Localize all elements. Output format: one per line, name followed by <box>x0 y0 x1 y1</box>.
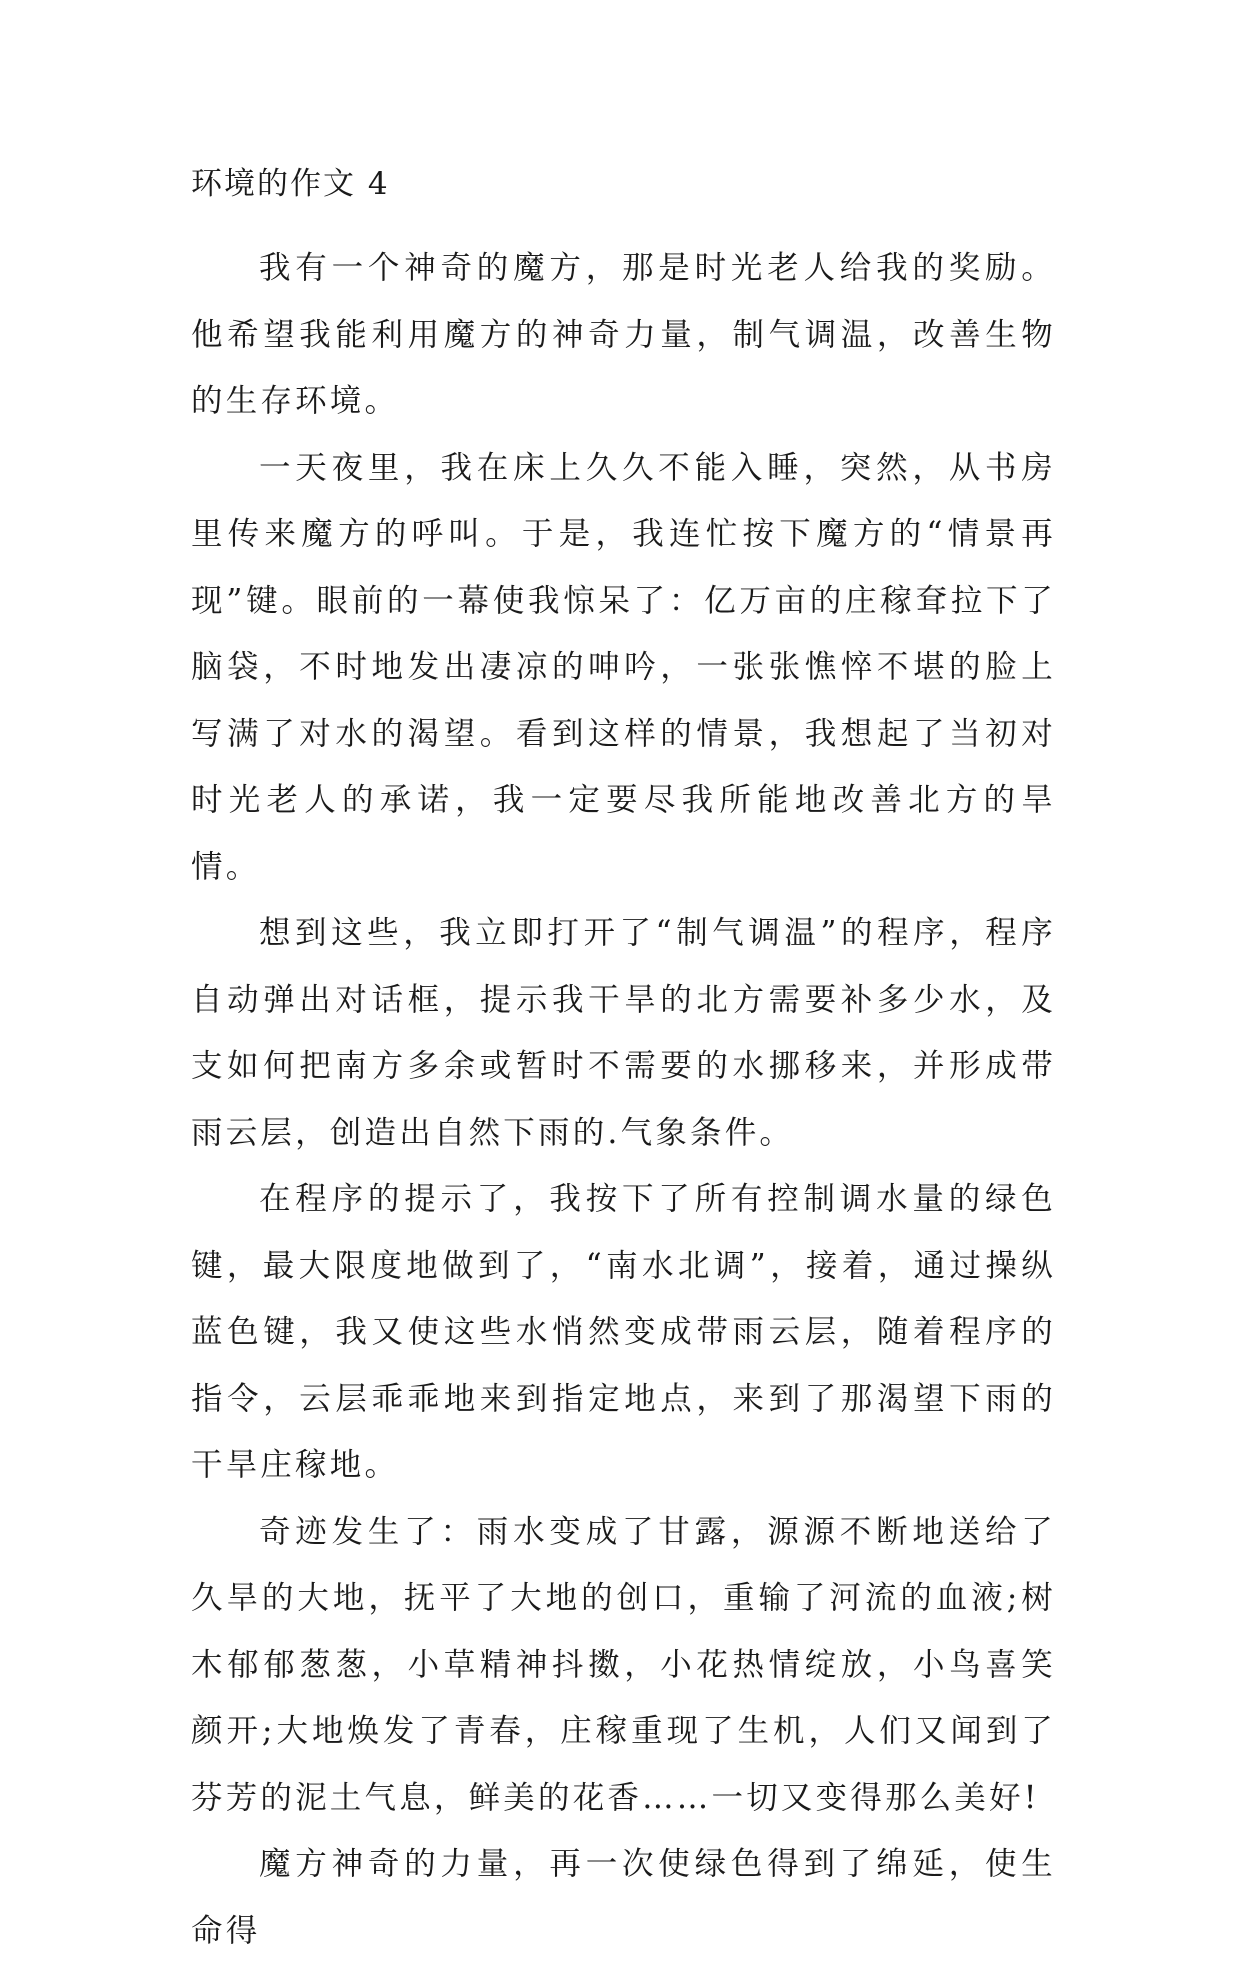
paragraph-2: 一天夜里，我在床上久久不能入睡，突然，从书房里传来魔方的呼叫。于是，我连忙按下魔方的“情景再现”键。眼前的一幕使我惊呆了：亿万亩的庄稼耷拉下了脑袋，不时地发出凄凉的呻吟，一张张憔悴不堪的脸上写满了对水的渴望。看到这样的情景，我想起了当初对时光老人的承诺，我一定要尽我所能地改善北方的旱情。 <box>191 449 1056 885</box>
paragraph-3: 想到这些，我立即打开了“制气调温”的程序，程序自动弹出对话框，提示我干旱的北方需要补多少水，及支如何把南方多余或暂时不需要的水挪移来，并形成带雨云层，创造出自然下雨的.气象条件。 <box>191 915 1056 1151</box>
paragraph-1: 我有一个神奇的魔方，那是时光老人给我的奖励。他希望我能利用魔方的神奇力量，制气调温，改善生物的生存环境。 <box>191 250 1056 419</box>
paragraph-6: 魔方神奇的力量，再一次使绿色得到了绵延，使生命得 <box>191 1846 1056 1949</box>
paragraph-4: 在程序的提示了，我按下了所有控制调水量的绿色键，最大限度地做到了，“南水北调”，接着，通过操纵蓝色键，我又使这些水悄然变成带雨云层，随着程序的指令，云层乖乖地来到指定地点，来到了那渴望下雨的干旱庄稼地。 <box>191 1181 1056 1483</box>
document-body <box>191 165 1056 1964</box>
document-title: 环境的作文 4 <box>191 166 390 202</box>
paragraph-5: 奇迹发生了：雨水变成了甘露，源源不断地送给了久旱的大地，抚平了大地的创口，重输了河流的血液;树木郁郁葱葱，小草精神抖擞，小花热情绽放，小鸟喜笑颜开;大地焕发了青春，庄稼重现了生机，人们又闻到了芬芳的泥土气息，鲜美的花香……一切又变得那么美好! <box>191 1513 1056 1816</box>
